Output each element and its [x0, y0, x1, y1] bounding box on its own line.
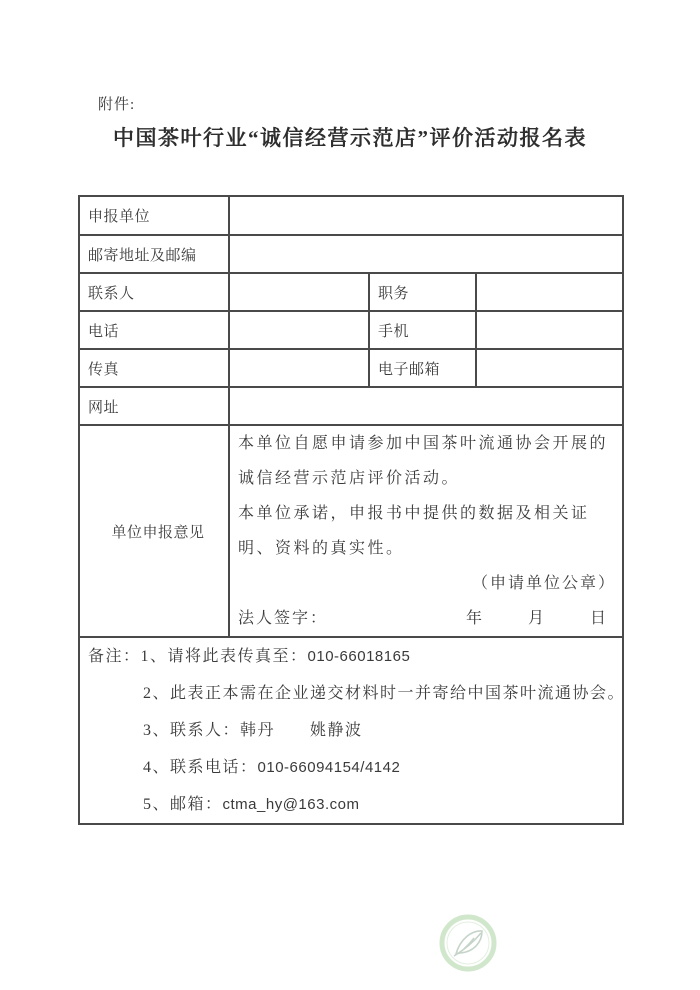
registration-table: [78, 195, 624, 825]
remark-item-1: 备注：1、请将此表传真至：010-66018165: [88, 648, 411, 665]
field-fax-value: [229, 349, 369, 387]
remark-item-2: 2、此表正本需在企业递交材料时一并寄给中国茶叶流通协会。: [143, 685, 626, 702]
label-email: 电子邮箱: [369, 349, 476, 387]
table-row: [79, 196, 623, 235]
page-title: 中国茶叶行业“诚信经营示范店”评价活动报名表: [113, 126, 587, 150]
remark-item-3: 3、联系人：韩丹 姚静波: [143, 722, 363, 739]
field-email-value: [476, 349, 623, 387]
attachment-label: 附件:: [98, 97, 136, 113]
remarks-cell: [79, 637, 626, 824]
seal-note: （申请单位公章）: [472, 575, 617, 592]
table-row: [79, 387, 623, 425]
contact-email-address: ctma_hy@163.com: [222, 796, 360, 813]
label-contact-person: 联系人: [79, 273, 229, 311]
table-row: [79, 273, 623, 311]
day-label: 日: [590, 610, 609, 627]
year-label: 年: [465, 610, 484, 627]
leaf-watermark-logo: [436, 911, 500, 975]
opinion-statement-2: 本单位承诺，申报书中提供的数据及相关证明、资料的真实性。: [238, 505, 590, 557]
opinion-statement-1: 本单位自愿申请参加中国茶叶流通协会开展的诚信经营示范店评价活动。: [238, 435, 609, 487]
date-fields: [466, 601, 622, 636]
remarks-lead: 备注：: [88, 648, 141, 665]
field-applicant-unit-value: [229, 196, 623, 235]
remark-item-4: 4、联系电话：010-66094154/4142: [143, 759, 401, 776]
label-mailing-address: 邮寄地址及邮编: [79, 235, 229, 273]
field-position-value: [476, 273, 623, 311]
label-phone: 电话: [79, 311, 229, 349]
remark-item-5: 5、邮箱：ctma_hy@163.com: [143, 796, 360, 813]
fax-number: 010-66018165: [307, 648, 411, 665]
field-mailing-address-value: [229, 235, 623, 273]
label-website: 网址: [79, 387, 229, 425]
label-mobile: 手机: [369, 311, 476, 349]
label-unit-opinion: 单位申报意见: [79, 425, 229, 637]
table-row: [79, 349, 623, 387]
field-website-value: [229, 387, 623, 425]
unit-opinion-cell: [229, 425, 623, 637]
month-label: 月: [527, 610, 546, 627]
label-fax: 传真: [79, 349, 229, 387]
field-contact-person-value: [229, 273, 369, 311]
contact-phone-number: 010-66094154/4142: [257, 759, 401, 776]
table-row: [79, 637, 623, 824]
table-row: [79, 311, 623, 349]
label-applicant-unit: 申报单位: [79, 196, 229, 235]
sign-label: 法人签字：: [238, 610, 329, 627]
table-row: [79, 425, 623, 637]
field-mobile-value: [476, 311, 623, 349]
field-phone-value: [229, 311, 369, 349]
table-row: [79, 235, 623, 273]
leaf-icon: [454, 931, 482, 956]
label-position: 职务: [369, 273, 476, 311]
signature-line: [238, 601, 622, 636]
